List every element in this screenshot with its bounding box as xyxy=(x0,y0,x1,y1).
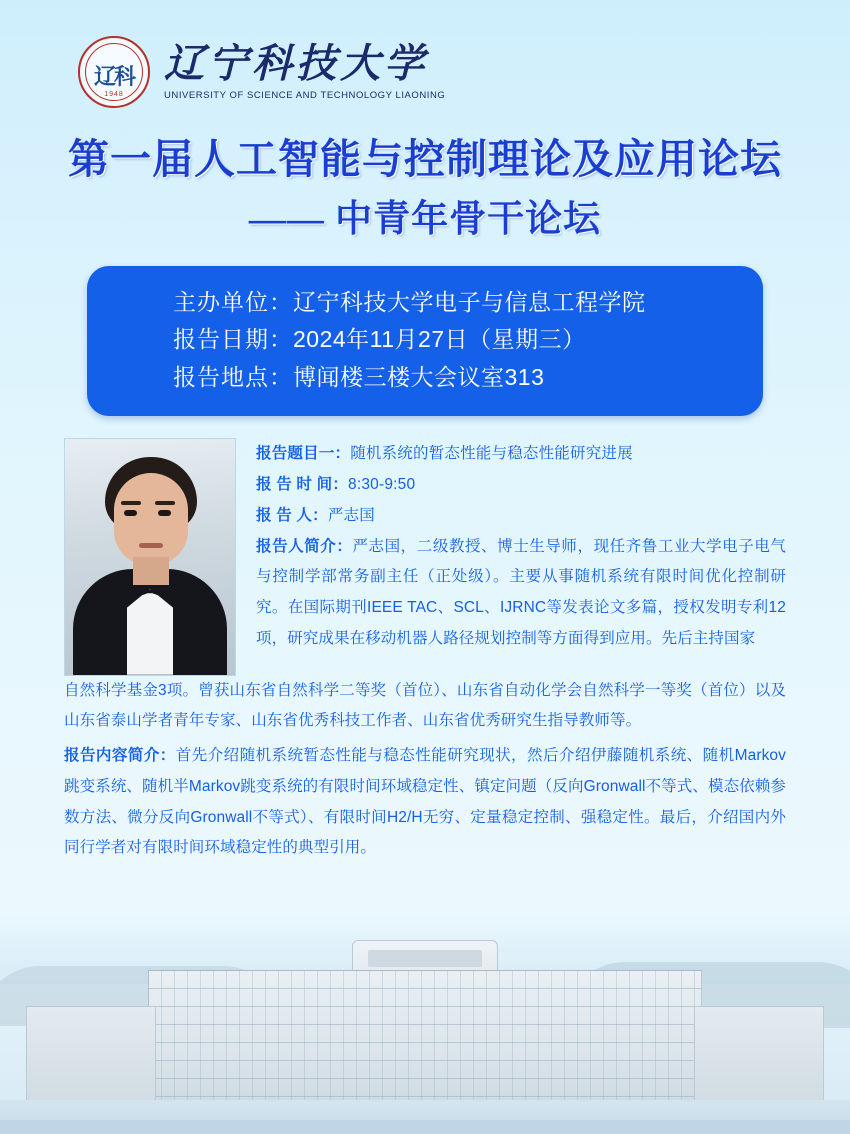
portrait-eye-right xyxy=(158,510,171,516)
speaker-portrait-photo xyxy=(64,438,236,676)
talk-abstract-value: 首先介绍随机系统暂态性能与稳态性能研究现状，然后介绍伊藤随机系统、随机Markov跳变系统、随机半Markov跳变系统的有限时间环域稳定性、镇定问题（反向Gronwall不等式、模态依赖参数方法、微分反向Gronwall不等式）、有限时间H2/H无穷、定量稳定控制、强稳定性。最后，介绍国内外同行学者对有限时间环域稳定性的典型引用。 xyxy=(64,747,786,857)
portrait-face-shape xyxy=(114,473,188,565)
venue-value: 博闻楼三楼大会议室313 xyxy=(293,363,545,390)
university-header xyxy=(0,0,850,108)
date-value: 2024年11月27日（星期三） xyxy=(293,326,586,353)
event-info-box xyxy=(87,266,763,416)
portrait-eye-left xyxy=(124,510,137,516)
university-name-en: UNIVERSITY OF SCIENCE AND TECHNOLOGY LIAONING xyxy=(164,90,446,101)
date-label: 报告日期： xyxy=(173,326,293,353)
campus-window-grid xyxy=(148,970,702,1112)
venue-label: 报告地点： xyxy=(173,363,293,390)
speaker-bio-label: 报告人简介： xyxy=(256,537,353,555)
campus-road xyxy=(0,1120,850,1134)
organizer-value: 辽宁科技大学电子与信息工程学院 xyxy=(293,289,646,316)
organizer-label: 主办单位： xyxy=(173,289,293,316)
poster-title: 第一届人工智能与控制理论及应用论坛 xyxy=(68,136,782,182)
talk-speaker-label: 报 告 人： xyxy=(256,507,328,525)
talk-abstract-label: 报告内容简介： xyxy=(64,747,176,765)
talk-section xyxy=(0,416,850,864)
talk-abstract xyxy=(64,741,786,864)
seal-mark-text: 辽科 xyxy=(93,64,134,89)
portrait-mouth xyxy=(139,543,163,548)
campus-illustration xyxy=(0,914,850,1134)
talk-topic-line xyxy=(256,438,786,469)
portrait-neck xyxy=(133,557,169,585)
venue-line xyxy=(87,359,763,396)
organizer-line xyxy=(87,284,763,321)
date-line xyxy=(87,321,763,358)
portrait-brow-left xyxy=(121,501,141,505)
university-name-cn: 辽宁科技大学 xyxy=(164,41,428,86)
talk-top-row xyxy=(64,438,786,676)
seal-year-text: 1948 xyxy=(104,91,124,98)
campus-wing-right xyxy=(694,1006,824,1112)
talk-topic-value: 随机系统的暂态性能与稳态性能研究进展 xyxy=(350,444,633,462)
university-name-block xyxy=(164,43,445,101)
talk-time-label: 报 告 时 间： xyxy=(256,476,349,494)
poster-subtitle: —— 中青年骨干论坛 xyxy=(248,199,602,241)
talk-topic-label: 报告题目一： xyxy=(256,444,351,462)
campus-tower-sign xyxy=(368,950,482,967)
campus-wing-left xyxy=(26,1006,156,1112)
talk-details xyxy=(236,438,786,655)
talk-speaker-value: 严志国 xyxy=(327,507,375,525)
speaker-bio-first-part xyxy=(256,532,786,655)
talk-speaker-line xyxy=(256,500,786,531)
university-seal-icon xyxy=(78,36,150,108)
portrait-brow-right xyxy=(155,501,175,505)
talk-time-line xyxy=(256,469,786,500)
talk-time-value: 8:30-9:50 xyxy=(348,476,416,494)
speaker-bio-rest: 自然科学基金3项。曾获山东省自然科学二等奖（首位）、山东省自动化学会自然科学一等奖（首位）以及山东省泰山学者青年专家、山东省优秀科技工作者、山东省优秀研究生指导教师等。 xyxy=(64,681,786,730)
speaker-bio-text-top: 严志国，二级教授、博士生导师，现任齐鲁工业大学电子电气与控制学部常务副主任（正处级）。主要从事随机系统有限时间优化控制研究。在国际期刊IEEE TAC、SCL、IJRNC等发表论文多篇，授权发明专利12项，研究成果在移动机器人路径规划控制等方面得到应用。先后主持国家 xyxy=(256,537,786,647)
